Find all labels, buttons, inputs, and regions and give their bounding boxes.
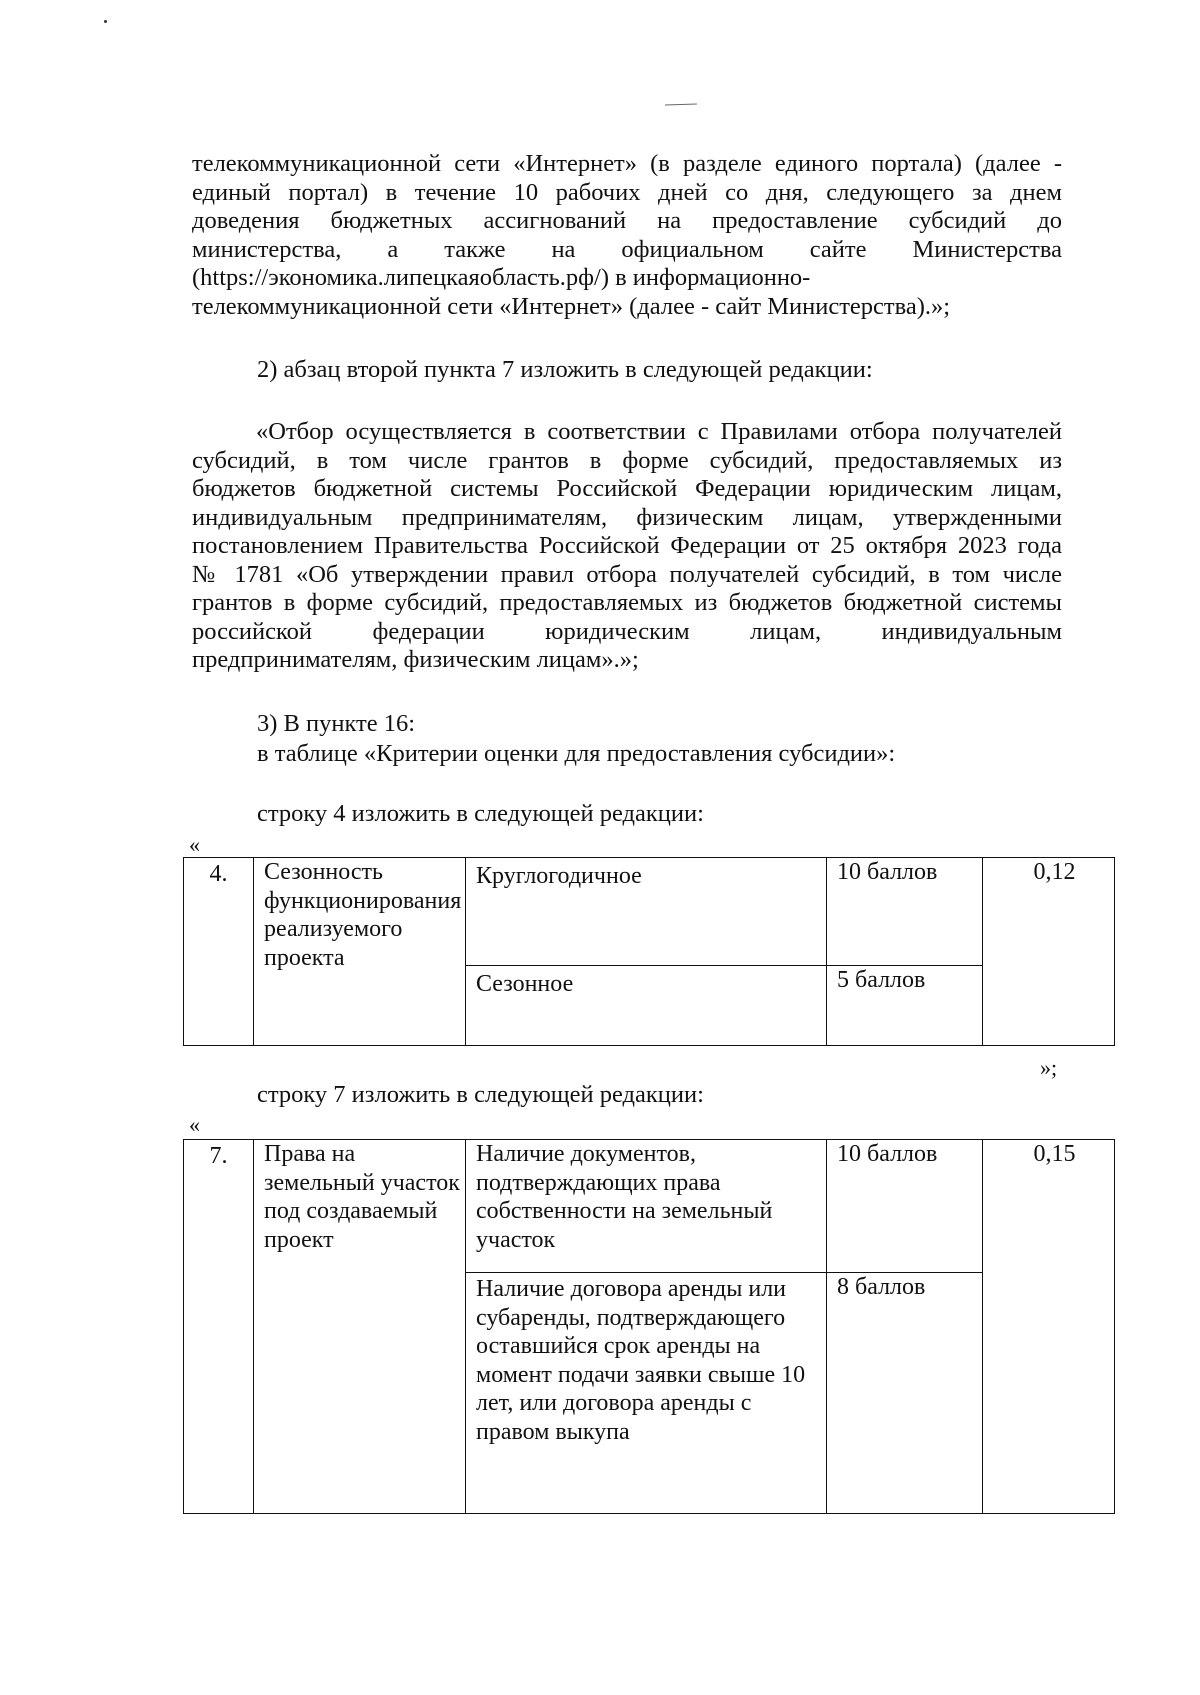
open-quote: « <box>189 832 200 857</box>
text-line: (https://экономика.липецкаяобласть.рф/) в информационно- <box>192 264 811 291</box>
text-line: телекоммуникационной сети «Интернет» (в разделе единого портала) (далее - <box>192 150 1062 177</box>
scan-mark <box>665 103 697 107</box>
text-line: субсидий, в том числе грантов в форме субсидий, предоставляемых из <box>192 446 1062 474</box>
row-number: 7. <box>184 1140 254 1514</box>
text-line: грантов в форме субсидий, предоставляемых из бюджетов бюджетной системы <box>192 589 1062 616</box>
option-text: Наличие документов, подтверждающих права собственности на земельный участок <box>466 1140 827 1273</box>
criterion-name: Права на земельный участок под создаваемый проект <box>254 1140 466 1514</box>
close-quote: »; <box>1040 1055 1058 1080</box>
text-line: российской федерации юридическим лицам, индивидуальным <box>192 617 1062 645</box>
option-score: 5 баллов <box>827 966 983 1046</box>
text-line: доведения бюджетных ассигнований на предоставление субсидий до <box>192 207 1062 234</box>
criteria-table-row-4 <box>183 857 1115 1046</box>
option-text: Круглогодичное <box>466 858 827 966</box>
option-score: 10 баллов <box>827 1140 983 1273</box>
text-line: предпринимателям, физическим лицам».»; <box>192 646 639 673</box>
text-line: телекоммуникационной сети «Интернет» (далее - сайт Министерства).»; <box>192 292 951 320</box>
item-3-heading: 3) В пункте 16: <box>257 710 416 737</box>
text-line: «Отбор осуществляется в соответствии с Правилами отбора получателей <box>256 418 1062 445</box>
criterion-weight: 0,12 <box>983 858 1115 1046</box>
text-line: министерства, а также на официальном сайте Министерства <box>192 235 1062 263</box>
item-2-heading: 2) абзац второй пункта 7 изложить в следующей редакции: <box>257 356 873 383</box>
paragraph-continuation <box>192 150 1062 321</box>
row-number: 4. <box>184 858 254 1046</box>
table-intro: в таблице «Критерии оценки для предоставления субсидии»: <box>257 740 896 767</box>
text-line: бюджетов бюджетной системы Российской Федерации юридическим лицам, <box>192 475 1062 502</box>
criteria-table-row-7 <box>183 1139 1115 1514</box>
criterion-name: Сезонность функционирования реализуемого проекта <box>254 858 466 1046</box>
criterion-weight: 0,15 <box>983 1140 1115 1514</box>
option-score: 10 баллов <box>827 858 983 966</box>
option-text: Сезонное <box>466 966 827 1046</box>
text-line: № 1781 «Об утверждении правил отбора получателей субсидий, в том числе <box>192 560 1062 588</box>
row-4-intro: строку 4 изложить в следующей редакции: <box>257 800 704 827</box>
table-row <box>184 1140 1115 1273</box>
table-row <box>184 858 1115 966</box>
row-7-intro: строку 7 изложить в следующей редакции: <box>257 1081 704 1108</box>
option-text: Наличие договора аренды или субаренды, подтверждающего оставшийся срок аренды на момент подачи заявки свыше 10 лет, или договора аренды с правом выкупа <box>466 1273 827 1514</box>
text-line: постановлением Правительства Российской Федерации от 25 октября 2023 года <box>192 532 1062 559</box>
option-score: 8 баллов <box>827 1273 983 1514</box>
paragraph-quoted-amendment <box>192 418 1062 675</box>
scan-speck <box>104 20 107 23</box>
text-line: индивидуальным предпринимателям, физическим лицам, утвержденными <box>192 503 1062 531</box>
open-quote: « <box>189 1112 200 1137</box>
text-line: единый портал) в течение 10 рабочих дней со дня, следующего за днем <box>192 178 1062 206</box>
